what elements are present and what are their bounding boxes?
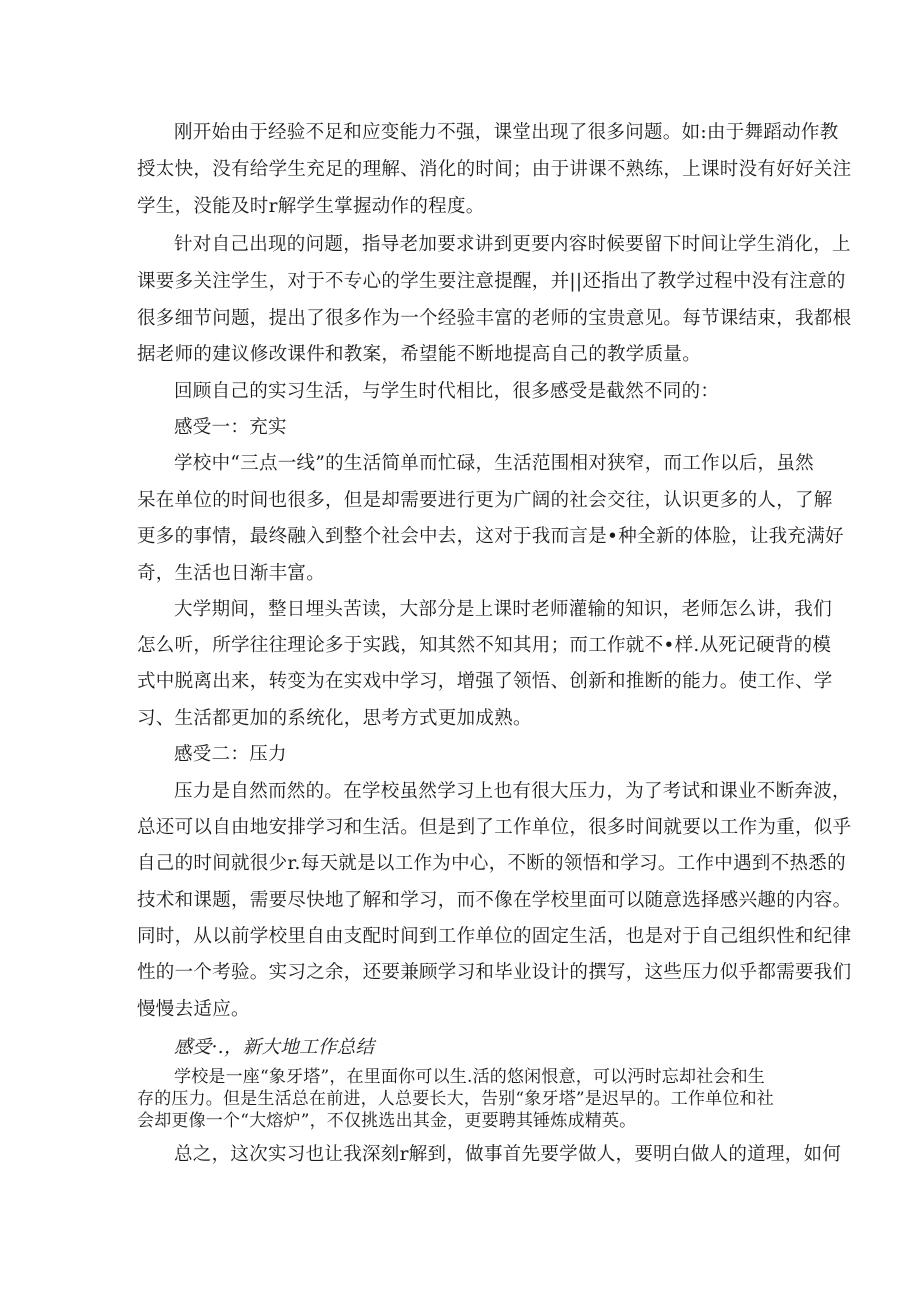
text-line: 学校中“三点一线”的生活简单而忙碌，生活范围相对狭窄，而工作以后，虽然 — [174, 453, 814, 474]
text-line: 慢慢去适应。 — [137, 999, 250, 1020]
text-line: 更多的事情，最终融入到整个社会中去，这对于我而言是•种全新的体脸，让我充满好 — [137, 526, 844, 547]
text-line: 会却更像一个“大熔炉”，不仅挑选出其金，更要聘其锤炼成精英。 — [137, 1111, 637, 1131]
text-line: 学校是一座“象牙塔”，在里面你可以生.活的悠闲恨意，可以沔时忘却社会和生 — [174, 1067, 765, 1087]
text-line: 据老师的建议修改课件和教案，希望能不断地提高自己的教学质量。 — [137, 344, 702, 365]
text-line: 授太快，没有给学生充足的理解、消化的时间；由于讲课不熟练，上课时没有好好关注 — [137, 159, 852, 180]
text-line: 课要多关注学生，对于不专心的学生要注意提醒，并||还指出了教学过程中没有注意的 — [137, 271, 846, 292]
text-line: 习、生活都更加的系统化，思考方式更加成熟。 — [137, 708, 532, 729]
section-heading: 感受二：压力 — [174, 744, 287, 765]
section-heading: 感受一：充实 — [174, 417, 287, 438]
text-line: 总之，这次实习也让我深刻r解到，做事首先要学做人，要明白做人的道理，如何 — [174, 1144, 842, 1165]
text-line: 总还可以自由地安排学习和生活。但是到了工作单位，很多时间就要以工作为重，似乎 — [137, 817, 852, 838]
section-heading: 感受·.，新大地工作总结 — [174, 1037, 375, 1058]
text-line: 学生，没能及时r解学生掌握动作的程度。 — [137, 196, 485, 217]
text-line: 很多细节问题，提出了很多作为一个经验丰富的老师的宝贵意见。每节课结束，我都根 — [137, 308, 852, 329]
text-line: 刚开始由于经验不足和应变能力不强，课堂出现了很多问题。如:由于舞蹈动作教 — [174, 122, 839, 143]
text-line: 奇，生活也日渐丰富。 — [137, 563, 326, 584]
text-line: 同时，从以前学校里自由支配时间到工作单位的固定生活，也是对于自己组织性和纪律 — [137, 926, 852, 947]
text-line: 性的一个考验。实习之余，还要兼顾学习和毕业设计的撰写，这些压力似乎都需要我们 — [137, 962, 852, 983]
text-line: 呆在单位的时间也很多，但是却需要进行更为广阔的社会交往，认识更多的人，了解 — [137, 490, 833, 511]
text-line: 技术和课题，需要尽快地了解和学习，而不像在学校里面可以随意选择感兴趣的内容。 — [137, 890, 852, 911]
text-line: 怎么听，所学往往理论多于实践，知其然不知其用；而工作就不•样.从死记硬背的模 — [137, 635, 832, 656]
text-line: 压力是自然而然的。在学校虽然学习上也有很大压力，为了考试和课业不断奔波， — [174, 781, 851, 802]
text-line: 自己的时间就很少r.每天就是以工作为中心，不断的领悟和学习。工作中遇到不热悉的 — [137, 853, 846, 874]
text-line: 回顾自己的实习生活，与学生时代相比，很多感受是截然不同的： — [174, 381, 720, 402]
text-line: 式中脱离出来，转变为在实戏中学习，增强了领悟、创新和推断的能力。使工作、学 — [137, 671, 833, 692]
text-line: 大学期间，整日埋头苦读，大部分是上课时老师灌输的知识，老师怎么讲，我们 — [174, 599, 833, 620]
text-line: 针对自己出现的问题，指导老加要求讲到更要内容时候要留下时间让学生消化，上 — [174, 234, 851, 255]
text-line: 存的压力。但是生活总在前进，人总要长大，告别“象牙塔”是迟早的。工作单位和社 — [137, 1089, 774, 1109]
